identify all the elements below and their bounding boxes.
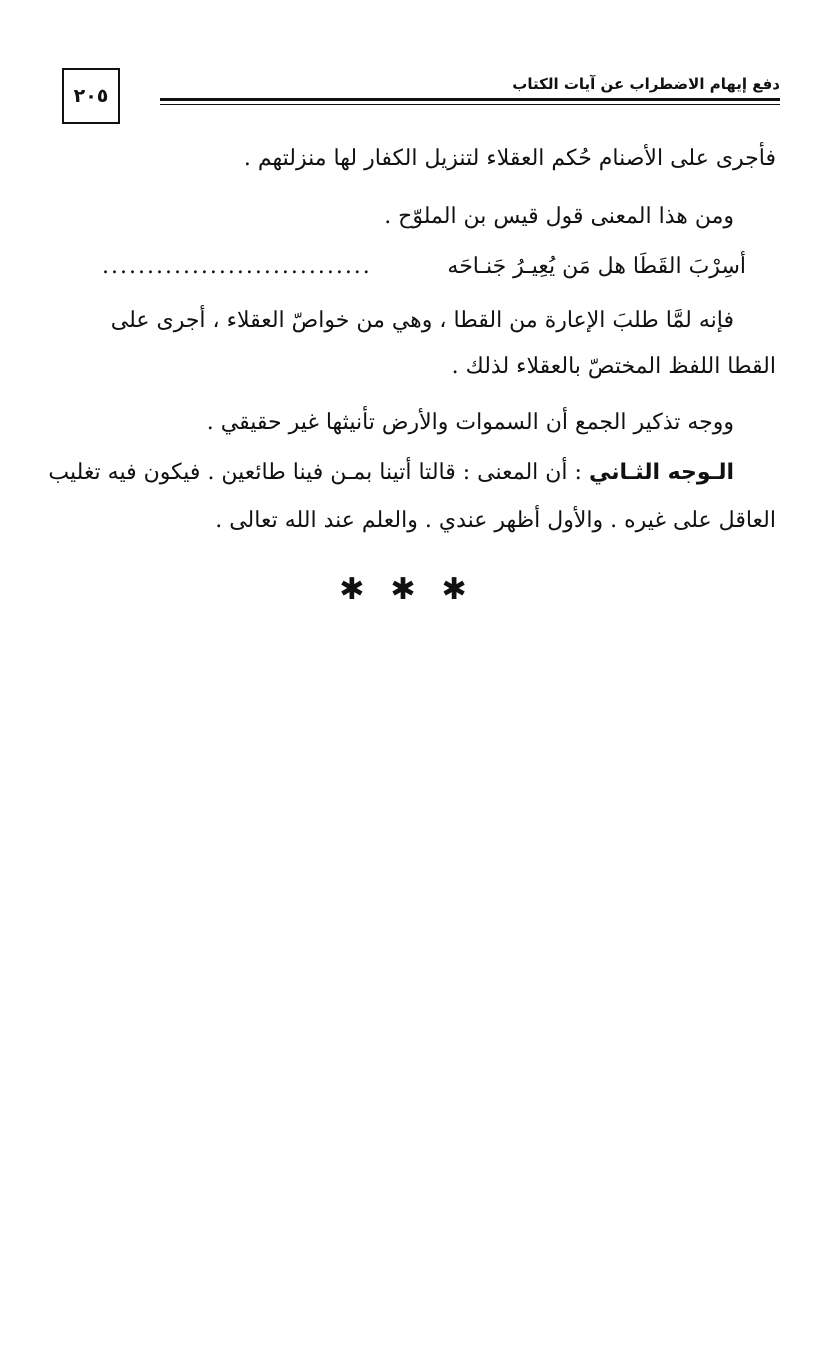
- paragraph-line-6: [48, 458, 734, 488]
- running-header: [200, 74, 780, 94]
- paragraph-line-2: ومن هذا المعنى قول قيس بن الملوّح .: [384, 204, 734, 229]
- running-title: دفع إيهام الاضطراب عن آيات الكتاب: [512, 75, 780, 93]
- page-number: ٢٠٥: [73, 85, 109, 107]
- header-rule-thick: [160, 98, 780, 101]
- second-aspect-term: الـوجه الثـاني: [588, 460, 734, 485]
- verse-text: أسِرْبَ القَطَا هل مَن يُعِيـرُ جَنـاحَه: [447, 254, 746, 279]
- second-aspect-text: : أن المعنى : قالتا أتينا بمـن فينا طائعين . فيكون فيه تغليب: [48, 460, 589, 485]
- paragraph-line-7: العاقل على غيره . والأول أظهر عندي . والعلم عند الله تعالى .: [215, 508, 776, 533]
- page-number-box: [62, 68, 120, 124]
- paragraph-line-3: فإنه لمَّا طلبَ الإعارة من القطا ، وهي من خواصّ العقلاء ، أجرى على: [110, 308, 734, 333]
- verse-dots: ..............................: [102, 254, 372, 279]
- paragraph-line-1: فأجرى على الأصنام حُكم العقلاء لتنزيل الكفار لها منزلتهم .: [243, 146, 776, 171]
- verse-line: [52, 252, 776, 284]
- paragraph-line-5: ووجه تذكير الجمع أن السموات والأرض تأنيثها غير حقيقي .: [206, 410, 734, 435]
- body-text: [48, 140, 776, 560]
- section-ornament: ✱✱✱: [339, 572, 493, 607]
- header-rule-thin: [160, 104, 780, 105]
- paragraph-line-4: القطا اللفظ المختصّ بالعقلاء لذلك .: [451, 354, 776, 379]
